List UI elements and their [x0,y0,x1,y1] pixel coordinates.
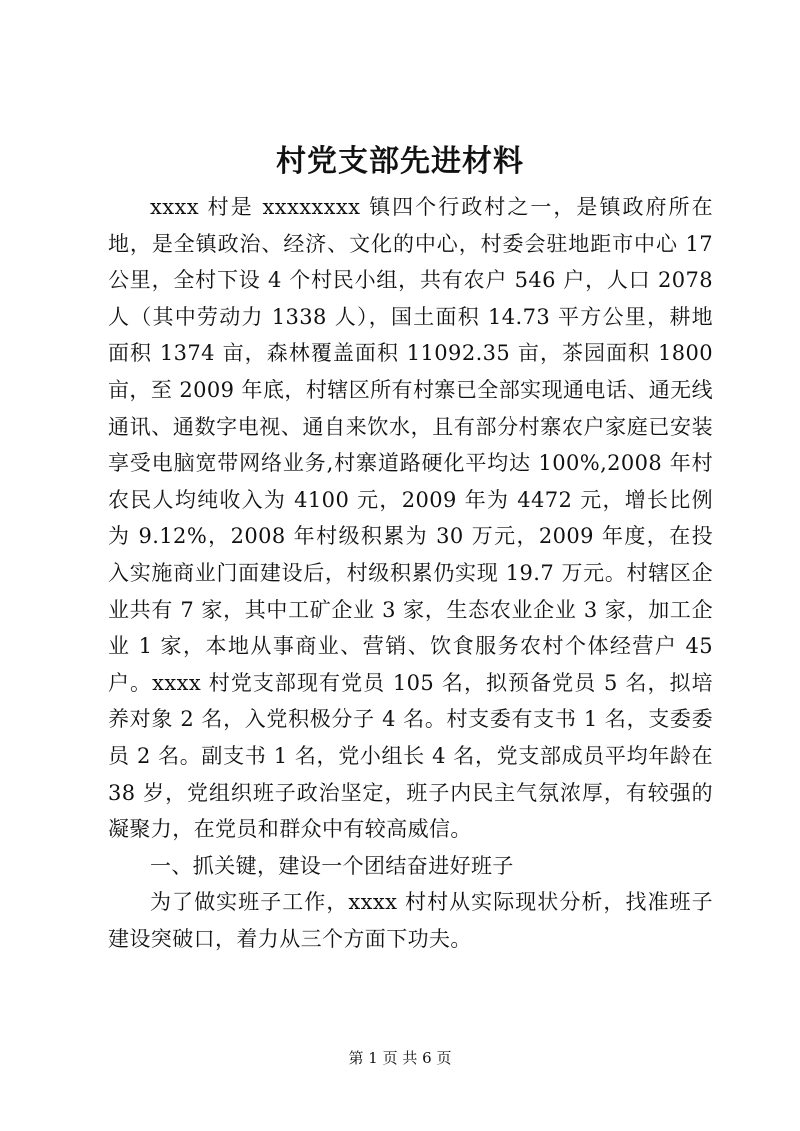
document-body [108,189,713,957]
section-heading: 一、抓关键，建设一个团结奋进好班子 [150,853,514,878]
document-title: 村党支部先进材料 [276,144,524,179]
paragraph-intro: xxxx 村是 xxxxxxxx 镇四个行政村之一，是镇政府所在地，是全镇政治、经济、文化的中心，村委会驻地距市中心 17 公里，全村下设 4 个村民小组，共有农户 546 户，人口 2078 人（其中劳动力 1338 人），国土面积 14.73 平方公里，耕地面积 1374 亩，森林覆盖面积 11092.35 亩，茶园面积 1800 亩，至 2009 年底，村辖区所有村寨已全部实现通电话、通无线通讯、通数字电视、通自来饮水，且有部分村寨农户家庭已安装享受电脑宽带网络业务,村寨道路硬化平均达 100%,2008 年村农民人均纯收入为 4100 元，2009 年为 4472 元，增长比例为 9.12%，2008 年村级积累为 30 万元，2009 年度，在投入实施商业门面建设后，村级积累仍实现 19.7 万元。村辖区企业共有 7 家，其中工矿企业 3 家，生态农业企业 3 家，加工企业 1 家，本地从事商业、营销、饮食服务农村个体经营户 45 户。xxxx 村党支部现有党员 105 名，拟预备党员 5 名，拟培养对象 2 名，入党积极分子 4 名。村支委有支书 1 名，支委委员 2 名。副支书 1 名，党小组长 4 名，党支部成员平均年龄在 38 岁，党组织班子政治坚定，班子内民主气氛浓厚，有较强的凝聚力，在党员和群众中有较高威信。 [108,195,713,842]
paragraph-section-intro: 为了做实班子工作，xxxx 村村从实际现状分析，找准班子建设突破口，着力从三个方面下功夫。 [108,890,713,951]
page-number-footer: 第 1 页 共 6 页 [348,1049,452,1067]
